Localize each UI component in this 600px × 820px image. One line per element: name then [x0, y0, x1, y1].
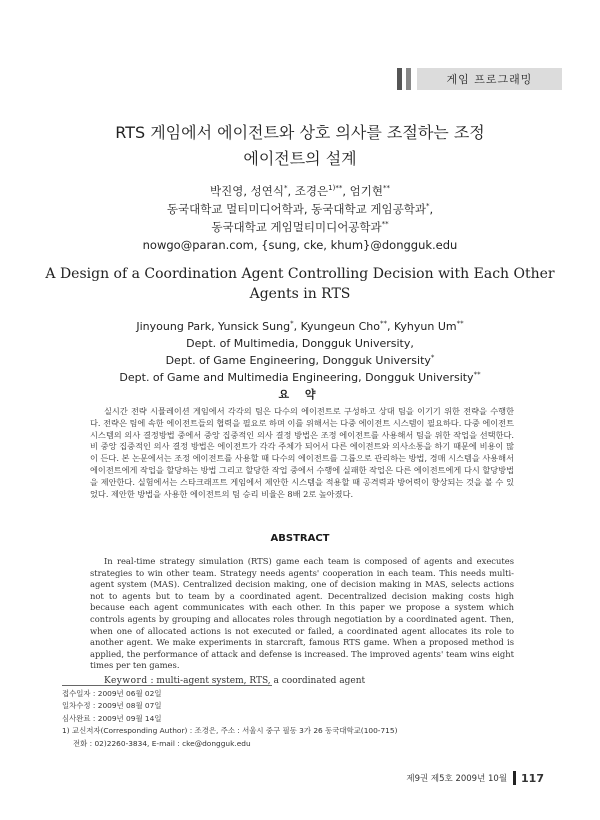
title-korean-line2: 에이전트의 설계: [243, 149, 357, 168]
title-korean-line1: RTS 게임에서 에이전트와 상호 의사를 조절하는 조정: [115, 123, 485, 142]
footnote-revision: 일차수정 : 2009년 08월 07일: [62, 701, 162, 711]
journal-volume: 제9권 제5호 2009년 10월: [406, 774, 508, 784]
department-english-2: Dept. of Game Engineering, Dongguk University*: [165, 353, 435, 367]
page-footer: [406, 770, 544, 786]
footnote-contact: 전화 : 02)2260-3834, E-mail : cke@dongguk.edu: [73, 738, 251, 748]
authors-english: [60, 318, 540, 386]
keywords-text: : multi-agent system, RTS, a coordinated agent: [147, 676, 366, 686]
author-names-english: Jinyoung Park, Yunsick Sung*, Kyungeun Cho**, Kyhyun Um**: [136, 319, 464, 333]
abstract-english-body: In real-time strategy simulation (RTS) game each team is composed of agents and executes strategies to win other team. Strategy needs agents' cooperation in each team. This needs multi-agent system (MAS). Centralized decision making, one of decision making in MAS, selects actions not to agents but to team by a coordinated agent. Decentralized decision making costs high because each agent communicates with each other. In this paper we propose a system which controls agents by grouping and allocates roles through negotiation by a coordinated agent. Then, when one of allocated actions is not executed or failed, a coordinated agent allocates its role to another agent. We make experiments in starcraft, famous RTS game. When a proposed method is applied, the performance of attack and defense is increased. The improved agents' team wins eight times per ten games.: [90, 556, 514, 671]
affiliation-korean-2: 동국대학교 게임멀티미디어공학과**: [211, 220, 389, 234]
footnote-corresponding-author: 1) 교신저자(Corresponding Author) : 조경은, 주소 : 서울시 중구 필동 3가 26 동국대학교(100-715): [62, 726, 398, 736]
abstract-english-heading: ABSTRACT: [270, 533, 330, 544]
author-names-korean: 박진영, 성연식*, 조경은$^{1)**}$, 엄기현**: [210, 184, 390, 198]
department-english-1: Dept. of Multimedia, Dongguk University,: [186, 337, 414, 350]
department-english-3: Dept. of Game and Multimedia Engineering, Dongguk University**: [119, 370, 481, 384]
title-korean: [60, 120, 540, 172]
footnote-received: 접수일자 : 2009년 06월 02일: [62, 689, 162, 698]
affiliation-korean-1: 동국대학교 멀티미디어학과, 동국대학교 게임공학과*,: [166, 202, 434, 216]
footnote-accepted: 심사완료 : 2009년 09월 14일: [62, 713, 162, 723]
footnotes: [62, 688, 502, 750]
abstract-korean-body: 실시간 전략 시뮬레이션 게임에서 각각의 팀은 다수의 에이전트로 구성하고 상대 팀을 이기기 위한 전략을 수행한다. 전략은 팀에 속한 에이전트들의 협력을 필요로 하며 이를 위해서는 다중 에이전트 시스템이 필요하다. 다중 에이전트 시스템의 의사 결정방법 중에서 중앙 집중적인 의사 결정 방법은 조정 에이전트를 사용해서 팀을 위한 작업을 선택한다. 비 중앙 집중적인 의사 결정 방법은 에이전트가 각각 주체가 되어서 다른 에이전트와 의사소통을 하기 때문에 비용이 많이 든다. 본 논문에서는 조정 에이전트를 사용할 때 다수의 에이전트를 그룹으로 관리하는 방법, 경매 시스템을 사용해서 에이전트에게 작업을 할당하는 방법 그리고 할당한 작업 중에서 수행에 실패한 작업은 다른 에이전트에게 다시 할당방법을 제안한다. 실험에서는 스타크래프트 게임에서 제안한 시스템을 적용할 때 공격력과 방어력이 향상되는 것을 볼 수 있었다. 제안한 방법을 사용한 에이전트의 팀 승리 비율은 8배 2로 높아졌다.: [90, 406, 514, 499]
author-emails: nowgo@paran.com, {sung, cke, khum}@dongguk.edu: [142, 238, 458, 252]
page-number: 117: [521, 771, 544, 785]
section-tag-bars: [397, 68, 411, 90]
abstract-korean-heading: 요 약: [278, 388, 322, 401]
footnote-divider: [62, 685, 272, 686]
title-english: [30, 264, 570, 304]
section-tag: [397, 66, 562, 92]
footer-divider: [513, 771, 516, 785]
section-label: 게임 프로그래밍: [417, 68, 562, 90]
title-english-line1: A Design of a Coordination Agent Controlling Decision with Each Other: [45, 266, 555, 282]
keywords-label: Keyword: [104, 676, 148, 686]
title-english-line2: Agents in RTS: [249, 286, 351, 302]
authors-korean: [100, 182, 500, 254]
